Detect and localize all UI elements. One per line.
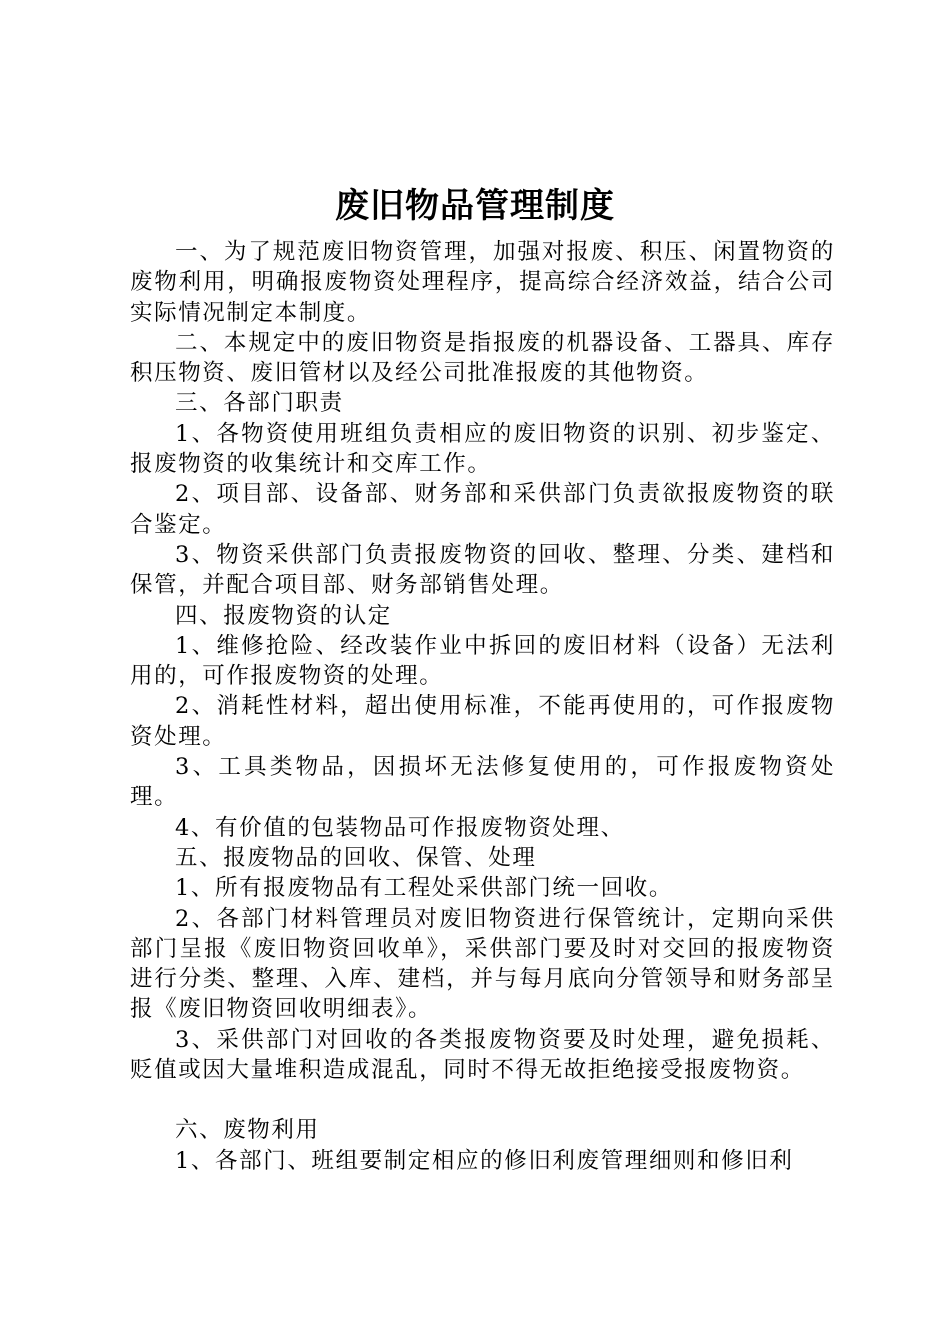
paragraph-item: 1、各物资使用班组负责相应的废旧物资的识别、初步鉴定、报废物资的收集统计和交库工作。 xyxy=(130,420,835,478)
paragraph-item: 2、项目部、设备部、财务部和采供部门负责欲报废物资的联合鉴定。 xyxy=(130,481,835,538)
section-heading-reuse: 六、废物利用 xyxy=(175,1117,320,1144)
section-heading-recovery: 五、报废物品的回收、保管、处理 xyxy=(175,844,537,871)
document-body xyxy=(130,237,835,1176)
paragraph-item: 3、采供部门对回收的各类报废物资要及时处理，避免损耗、贬值或因大量堆积造成混乱，同时不得无故拒绝接受报废物资。 xyxy=(130,1026,835,1084)
paragraph-item: 1、所有报废物品有工程处采供部门统一回收。 xyxy=(175,875,673,902)
paragraph-item: 2、消耗性材料，超出使用标准，不能再使用的，可作报废物资处理。 xyxy=(130,693,835,750)
paragraph-item: 1、各部门、班组要制定相应的修旧利废管理细则和修旧利 xyxy=(175,1147,794,1174)
document-title: 废旧物品管理制度 xyxy=(335,186,615,226)
section-heading-identification: 四、报废物资的认定 xyxy=(175,602,392,629)
paragraph-purpose: 一、为了规范废旧物资管理，加强对报废、积压、闲置物资的废物利用，明确报废物资处理程序，提高综合经济效益，结合公司实际情况制定本制度。 xyxy=(130,239,835,326)
paragraph-item: 4、有价值的包装物品可作报废物资处理、 xyxy=(175,814,625,841)
section-heading-responsibilities: 三、各部门职责 xyxy=(175,390,344,417)
paragraph-item: 2、各部门材料管理员对废旧物资进行保管统计，定期向采供部门呈报《废旧物资回收单》，采供部门要及时对交回的报废物资进行分类、整理、入库、建档，并与每月底向分管领导和财务部呈报《废旧物资回收明细表》。 xyxy=(130,905,835,1023)
paragraph-item: 3、物资采供部门负责报废物资的回收、整理、分类、建档和保管，并配合项目部、财务部销售处理。 xyxy=(130,541,835,599)
paragraph-item: 3、工具类物品，因损坏无法修复使用的，可作报废物资处理。 xyxy=(130,754,835,811)
paragraph-item: 1、维修抢险、经改装作业中拆回的废旧材料（设备）无法利用的，可作报废物资的处理。 xyxy=(130,632,835,690)
paragraph-definition: 二、本规定中的废旧物资是指报废的机器设备、工器具、库存积压物资、废旧管材以及经公司批准报废的其他物资。 xyxy=(130,329,835,387)
